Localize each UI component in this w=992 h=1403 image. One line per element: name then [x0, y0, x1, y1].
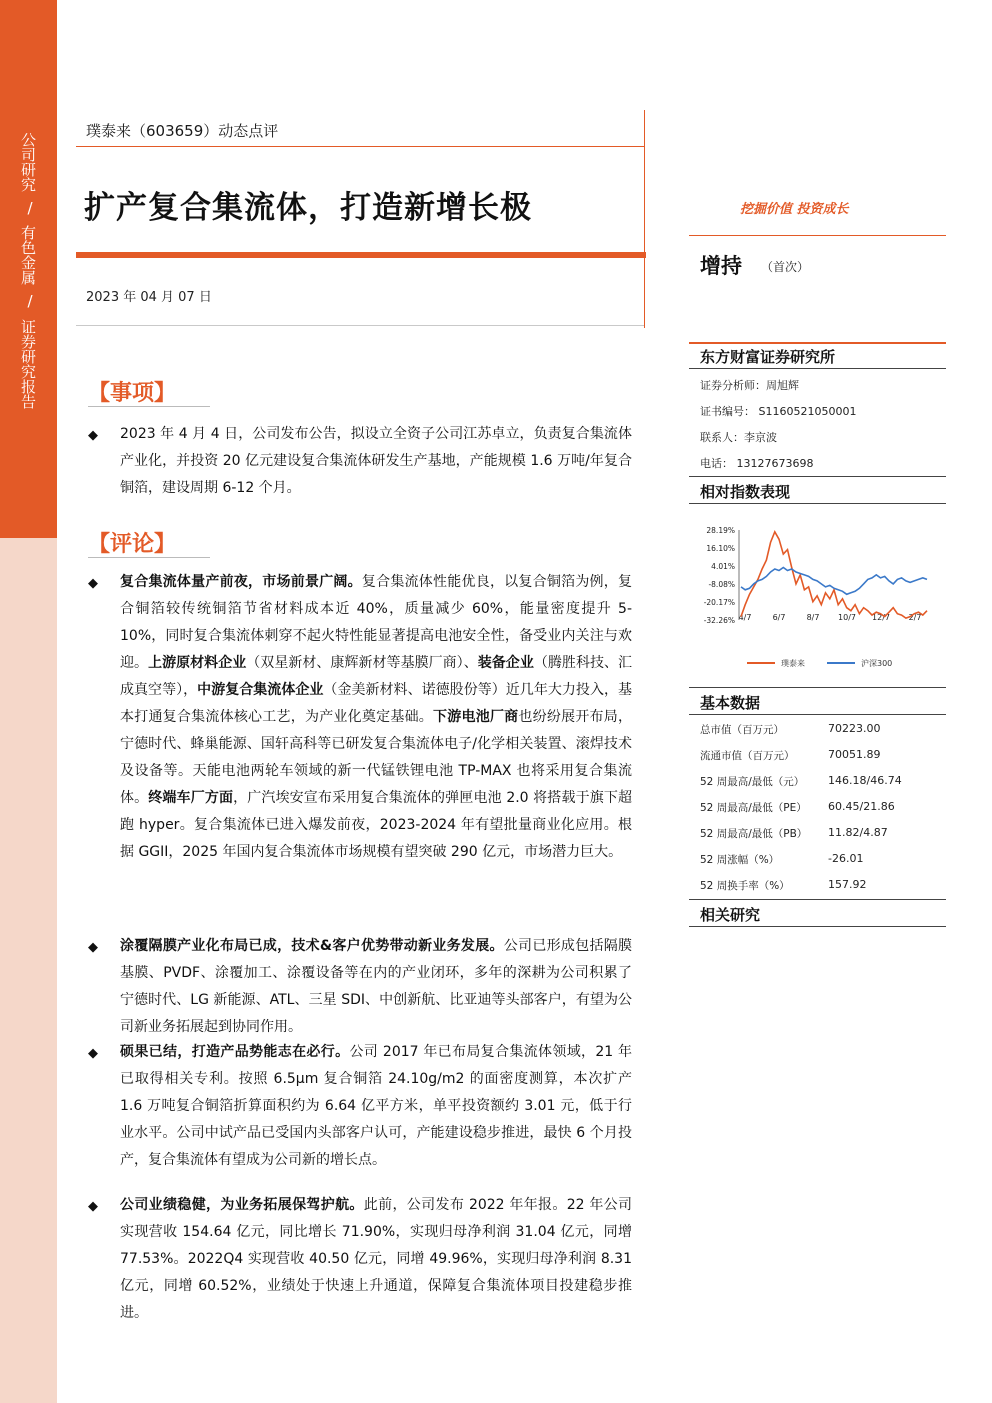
y-tick-label: 16.10%	[706, 544, 735, 553]
bullet-icon: ◆	[88, 576, 98, 591]
basic-data-value: 157.92	[828, 878, 867, 891]
y-tick-label: -8.08%	[708, 580, 735, 589]
x-tick-label: 2/7	[908, 613, 922, 622]
comment-paragraph-1	[120, 569, 632, 866]
matter-heading: 【事项】	[88, 381, 177, 406]
para-text: 公司 2017 年已布局复合集流体领域，21 年已取得相关专利。按照 6.5μm 复合铜箔 24.10g/m2 的面密度测算，本次扩产 1.6 万吨复合铜箔折算面积约为 6.64 亿平方米，单平投资额约 3.01 元，低于行业水平。公司中试产品已受国内头部客户认可，产能建设稳步推进，最快 6 个月投产，复合集流体有望成为公司新的增长点。	[120, 1044, 633, 1168]
bullet-icon: ◆	[88, 1199, 98, 1214]
report-date: 2023 年 04 月 07 日	[86, 290, 212, 305]
section-underline	[88, 557, 210, 558]
bullet-icon: ◆	[88, 1046, 98, 1061]
report-subtitle: 璞泰来（603659）动态点评	[86, 122, 279, 140]
cert-number: 证书编号： S1160521050001	[700, 405, 857, 418]
legend-label: 璞泰来	[781, 659, 805, 668]
band-line: 有色金属	[19, 225, 37, 285]
para-text: 公司已形成包括隔膜基膜、PVDF、涂覆加工、涂覆设备等在内的产业闭环，多年的深耕为公司积累了宁德时代、LG 新能源、ATL、三星 SDI、中创新航、比亚迪等头部客户，有望为公司新业务拓展起到协同作用。	[120, 938, 633, 1035]
header-divider	[644, 110, 645, 328]
analyst: 证券分析师：周旭辉	[700, 379, 799, 392]
y-tick-label: 4.01%	[711, 562, 735, 571]
report-title: 扩产复合集流体，打造新增长极	[84, 190, 532, 226]
bullet-icon: ◆	[88, 428, 98, 443]
report-category-vertical	[19, 128, 41, 414]
contact: 联系人：李京波	[700, 431, 777, 444]
relative-index-chart	[689, 520, 946, 680]
para-emphasis: 装备企业	[477, 655, 534, 671]
header-rule	[76, 146, 644, 147]
comment-paragraph-4	[120, 1192, 632, 1327]
para-emphasis: 终端车厂方面	[148, 790, 234, 806]
comment-paragraph-3	[120, 1039, 632, 1174]
para-emphasis: 涂覆隔膜产业化布局已成，技术&客户优势带动新业务发展。	[120, 938, 504, 954]
basic-data-label: 52 周最高/最低（PB）	[700, 828, 808, 840]
related-research-title: 相关研究	[700, 906, 761, 924]
x-tick-label: 8/7	[806, 613, 820, 622]
sidebar-rule	[689, 714, 946, 715]
sidebar-rule	[689, 235, 946, 236]
sidebar-rule	[689, 899, 946, 900]
basic-data-value: 70223.00	[828, 722, 881, 735]
bullet-icon: ◆	[88, 940, 98, 955]
sidebar-rule	[689, 687, 946, 688]
para-emphasis: 中游复合集流体企业	[197, 682, 324, 698]
band-separator: /	[27, 292, 33, 310]
sidebar-rule	[689, 926, 946, 927]
x-tick-label: 10/7	[838, 613, 856, 622]
para-emphasis: 复合集流体量产前夜，市场前景广阔。	[120, 574, 362, 590]
y-tick-label: 28.19%	[706, 526, 735, 535]
para-text: 此前，公司发布 2022 年年报。22 年公司实现营收 154.64 亿元，同比增长 71.90%，实现归母净利润 31.04 亿元，同增 77.53%。2022Q4 实现营收 40.50 亿元，同增 49.96%，实现归母净利润 8.31 亿元，同增 60.52%，业绩处于快速上升通道，保障复合集流体项目投建稳步推进。	[120, 1197, 633, 1321]
basic-data-value: 70051.89	[828, 748, 881, 761]
basic-data-label: 52 周涨幅（%）	[700, 854, 780, 866]
title-rule	[76, 252, 646, 258]
sidebar-rule	[689, 503, 946, 504]
basic-data-title: 基本数据	[700, 694, 761, 712]
para-emphasis: 上游原材料企业	[148, 655, 247, 671]
rating-note: （首次）	[761, 260, 810, 274]
basic-data-label: 52 周最高/最低（元）	[700, 776, 805, 788]
institute-name: 东方财富证券研究所	[700, 348, 836, 366]
para-emphasis: 公司业绩稳健，为业务拓展保驾护航。	[120, 1197, 364, 1213]
para-text: （金美新材料、诺德股份等）近几年大力投入，基本打通复合集流体核心工艺，为产业化奠定基础。	[120, 682, 633, 725]
rating: 增持	[700, 254, 742, 278]
sidebar-rule	[689, 368, 946, 369]
band-line: 公司研究	[19, 132, 37, 192]
y-tick-label: -20.17%	[703, 598, 735, 607]
para-emphasis: 硕果已结，打造产品势能志在必行。	[120, 1044, 350, 1060]
x-tick-label: 4/7	[738, 613, 752, 622]
basic-data-label: 总市值（百万元）	[700, 724, 784, 736]
basic-data-value: 60.45/21.86	[828, 800, 895, 813]
basic-data-label: 52 周换手率（%）	[700, 880, 790, 892]
band-line: 证券研究报告	[19, 319, 37, 409]
para-text: （腾胜科技、汇成真空等），	[120, 655, 633, 698]
band-separator: /	[27, 199, 33, 217]
matter-paragraph: 2023 年 4 月 4 日，公司发布公告，拟设立全资子公司江苏卓立，负责复合集流体产业化，并投资 20 亿元建设复合集流体研发生产基地，产能规模 1.6 万吨/年复合铜箔，建设周期 6-12 个月。	[120, 426, 632, 496]
basic-data-label: 流通市值（百万元）	[700, 750, 795, 762]
slogan: 挖掘价值 投资成长	[740, 202, 849, 217]
para-text: （双星新材、康辉新材等基膜厂商）、	[246, 655, 478, 671]
basic-data-value: -26.01	[828, 852, 864, 865]
basic-data-label: 52 周最高/最低（PE）	[700, 802, 807, 814]
comment-paragraph-2	[120, 933, 632, 1041]
para-emphasis: 下游电池厂商	[433, 709, 519, 725]
phone: 电话： 13127673698	[700, 457, 814, 470]
y-tick-label: -32.26%	[703, 616, 735, 625]
series-line	[741, 532, 927, 618]
sidebar-rule	[689, 342, 946, 344]
chart-section-title: 相对指数表现	[700, 483, 791, 501]
x-tick-label: 12/7	[872, 613, 890, 622]
para-text: 也纷纷展开布局，宁德时代、蜂巢能源、国轩高科等已研发复合集流体电子/化学相关装置、滚焊技术及设备等。天能电池两轮车领域的新一代锰铁锂电池 TP-MAX 也将采用复合集流体。	[120, 709, 633, 806]
basic-data-value: 146.18/46.74	[828, 774, 902, 787]
sidebar-rule	[689, 476, 946, 477]
para-text: 复合集流体性能优良，以复合铜箔为例，复合铜箔较传统铜箔节省材料成本近 40%，质量减少 60%，能量密度提升 5-10%，同时复合集流体刺穿不起火特性能显著提高电池安全性，备受业内关注与欢迎。	[120, 574, 633, 671]
comment-heading: 【评论】	[88, 532, 177, 557]
date-rule	[76, 325, 644, 326]
section-underline	[88, 406, 210, 407]
legend-label: 沪深300	[861, 659, 893, 668]
x-tick-label: 6/7	[772, 613, 786, 622]
para-text: ，广汽埃安宣布采用复合集流体的弹匣电池 2.0 将搭载于旗下超跑 hyper。复合集流体已进入爆发前夜，2023-2024 年有望批量商业化应用。根据 GGII，2025 年国内复合集流体市场规模有望突破 290 亿元，市场潜力巨大。	[120, 790, 632, 860]
basic-data-value: 11.82/4.87	[828, 826, 888, 839]
